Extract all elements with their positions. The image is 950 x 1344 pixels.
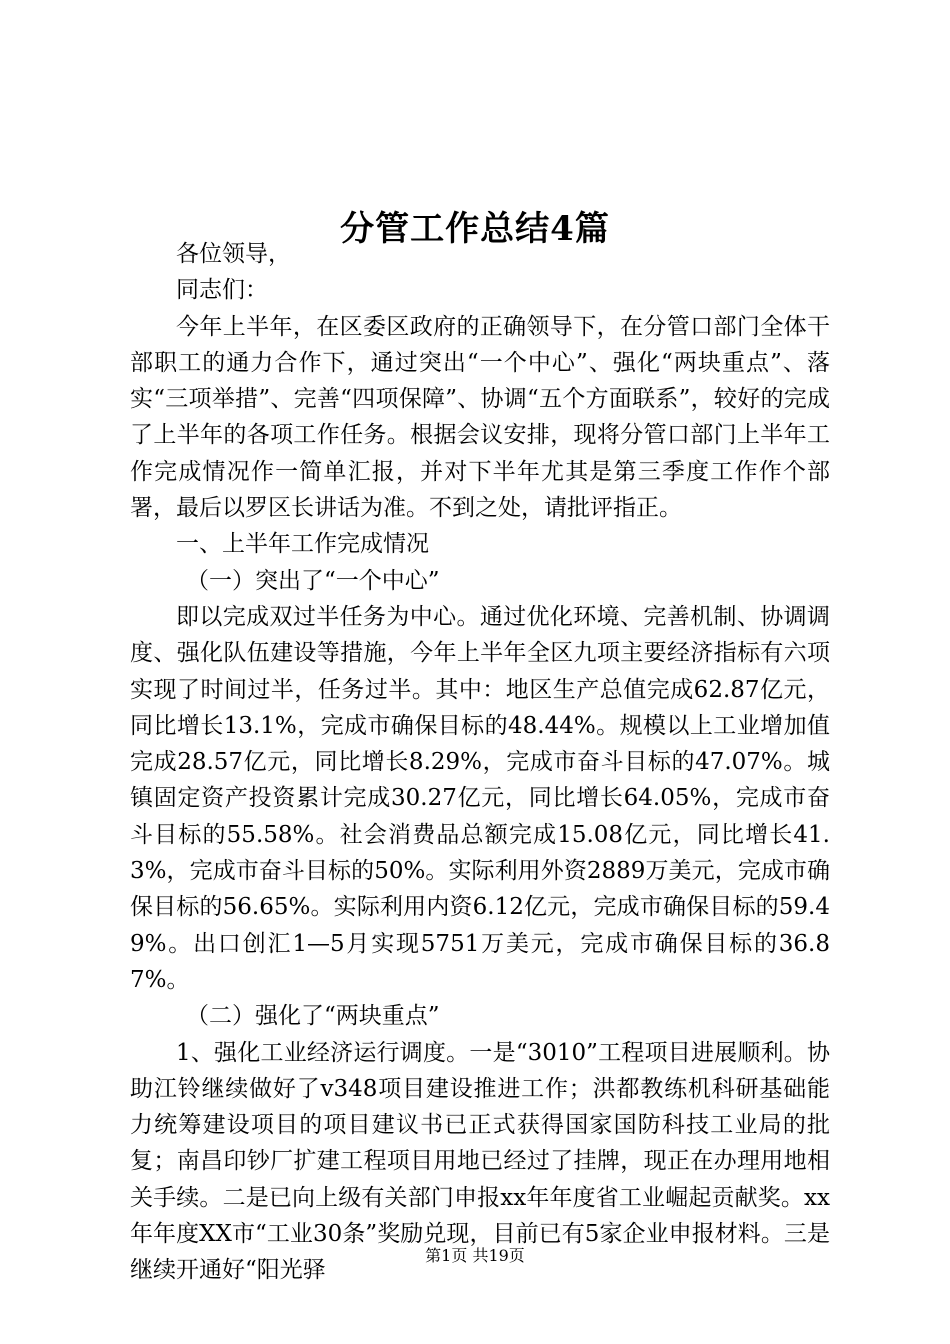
document-title: 分管工作总结4篇 [340, 208, 610, 249]
page-footer: 第1页 共19页 [425, 1246, 525, 1265]
salutation-leaders: 各位领导， [176, 241, 291, 267]
salutation-comrades: 同志们： [176, 277, 268, 304]
subsection-heading-1: （一）突出了“一个中心” [186, 567, 440, 594]
economic-indicators-paragraph: 即以完成双过半任务为中心。通过优化环境、完善机制、协调调度、强化队伍建设等措施，今年上半年全区九项主要经济指标有六项实现了时间过半，任务过半。其中：地区生产总值完成62.87亿元，同比增长13.1%，完成市确保目标的48.44%。规模以上工业增加值完成28.57亿元，同比增长8.29%，完成市奋斗目标的47.07%。城镇固定资产投资累计完成30.27亿元，同比增长64.05%，完成市奋斗目标的55.58%。社会消费品总额完成15.08亿元，同比增长41.3%，完成市奋斗目标的50%。实际利用外资2889万美元，完成市确保目标的56.65%。实际利用内资6.12亿元，完成市确保目标的59.49%。出口创汇1—5月实现5751万美元，完成市确保目标的36.87%。 [130, 603, 830, 993]
section-heading-1: 一、上半年工作完成情况 [176, 531, 429, 558]
industrial-operation-paragraph: 1、强化工业经济运行调度。一是“3010”工程项目进展顺利。协助江铃继续做好了v348项目建设推进工作；洪都教练机科研基础能力统筹建设项目的项目建议书已正式获得国家国防科技工业局的批复；南昌印钞厂扩建工程项目用地已经过了挂牌，现正在办理用地相关手续。二是已向上级有关部门申报xx年年度省工业崛起贡献奖。xx年年度XX市“工业30条”奖励兑现，目前已有5家企业申报材料。三是继续开通好“阳光驿 [130, 1039, 830, 1284]
subsection-heading-2: （二）强化了“两块重点” [186, 1003, 440, 1030]
document-body [130, 236, 830, 1289]
intro-paragraph: 今年上半年，在区委区政府的正确领导下，在分管口部门全体干部职工的通力合作下，通过突出“一个中心”、强化“两块重点”、落实“三项举措”、完善“四项保障”、协调“五个方面联系”，较好的完成了上半年的各项工作任务。根据会议安排，现将分管口部门上半年工作完成情况作一简单汇报，并对下半年尤其是第三季度工作作个部署，最后以罗区长讲话为准。不到之处，请批评指正。 [130, 313, 830, 522]
